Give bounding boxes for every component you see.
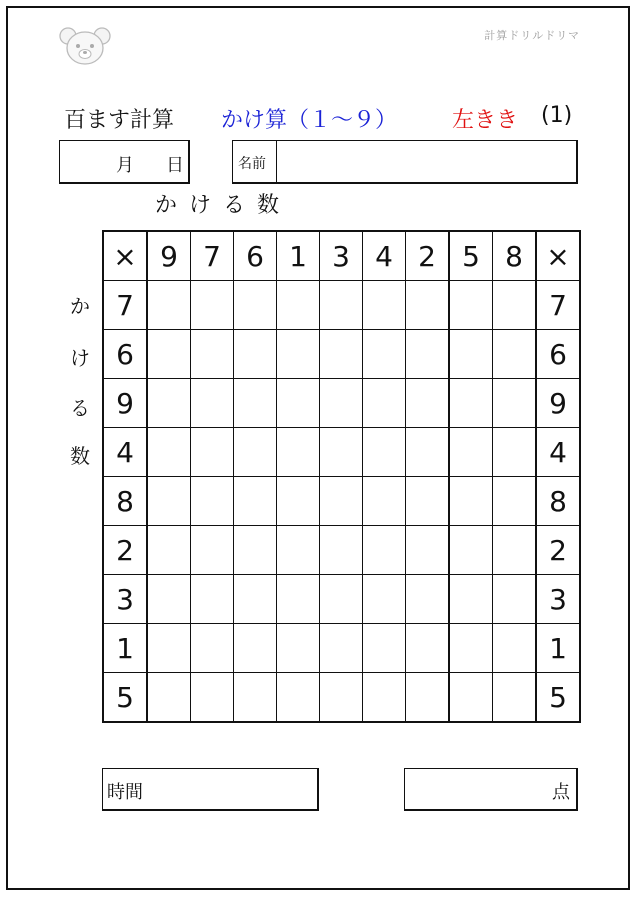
- row-number-cell: 7: [103, 281, 147, 330]
- day-label: 日: [166, 155, 184, 176]
- answer-cell[interactable]: [234, 575, 277, 624]
- name-label-cell: [233, 141, 277, 183]
- title-operation: かけ算（１～９）: [221, 108, 398, 133]
- row-number-cell-right: 8: [536, 477, 580, 526]
- page-title: [0, 103, 637, 135]
- answer-cell[interactable]: [147, 477, 191, 526]
- answer-cell[interactable]: [449, 673, 493, 723]
- title-left-handed: 左きき: [452, 108, 519, 133]
- answer-cell[interactable]: [277, 575, 320, 624]
- row-caption-char: け: [70, 346, 90, 370]
- answer-cell[interactable]: [320, 428, 363, 477]
- grid-row: [103, 330, 580, 379]
- answer-cell[interactable]: [147, 379, 191, 428]
- answer-cell[interactable]: [320, 281, 363, 330]
- answer-cell[interactable]: [363, 477, 406, 526]
- answer-cell[interactable]: [449, 281, 493, 330]
- answer-cell[interactable]: [363, 624, 406, 673]
- answer-cell[interactable]: [147, 330, 191, 379]
- answer-cell[interactable]: [234, 477, 277, 526]
- answer-cell[interactable]: [406, 526, 450, 575]
- answer-cell[interactable]: [234, 281, 277, 330]
- operator-cell: ×: [103, 231, 147, 281]
- answer-cell[interactable]: [147, 281, 191, 330]
- row-number-cell: 8: [103, 477, 147, 526]
- answer-cell[interactable]: [363, 526, 406, 575]
- answer-cell[interactable]: [493, 477, 537, 526]
- answer-cell[interactable]: [191, 624, 234, 673]
- row-caption-char: る: [70, 396, 90, 420]
- answer-cell[interactable]: [406, 673, 450, 723]
- answer-cell[interactable]: [320, 575, 363, 624]
- column-number-cell: 2: [406, 231, 450, 281]
- answer-cell[interactable]: [406, 379, 450, 428]
- header-tag: 計算ドリルドリマ: [484, 29, 580, 42]
- time-label: 時間: [107, 782, 143, 803]
- row-number-cell-right: 1: [536, 624, 580, 673]
- date-field[interactable]: [59, 140, 190, 184]
- answer-cell[interactable]: [234, 624, 277, 673]
- title-sheet-number: (1): [541, 103, 573, 128]
- answer-cell[interactable]: [320, 477, 363, 526]
- answer-cell[interactable]: [277, 428, 320, 477]
- month-label: 月: [116, 155, 134, 176]
- answer-cell[interactable]: [191, 673, 234, 723]
- answer-cell[interactable]: [363, 379, 406, 428]
- answer-cell[interactable]: [191, 281, 234, 330]
- answer-cell[interactable]: [191, 379, 234, 428]
- grid-row: [103, 624, 580, 673]
- column-caption: かける数: [155, 193, 292, 218]
- answer-cell[interactable]: [406, 575, 450, 624]
- score-field[interactable]: [404, 768, 578, 811]
- answer-cell[interactable]: [493, 330, 537, 379]
- answer-cell[interactable]: [191, 477, 234, 526]
- grid-row: [103, 281, 580, 330]
- time-field[interactable]: [102, 768, 319, 811]
- column-number-cell: 5: [449, 231, 493, 281]
- grid-header-row: [103, 231, 580, 281]
- answer-cell[interactable]: [320, 330, 363, 379]
- grid-row: [103, 428, 580, 477]
- row-number-cell-right: 7: [536, 281, 580, 330]
- answer-cell[interactable]: [493, 379, 537, 428]
- row-number-cell-right: 3: [536, 575, 580, 624]
- answer-cell[interactable]: [406, 477, 450, 526]
- answer-cell[interactable]: [147, 624, 191, 673]
- bear-logo-icon: [58, 25, 112, 67]
- row-number-cell: 5: [103, 673, 147, 723]
- row-number-cell-right: 6: [536, 330, 580, 379]
- answer-cell[interactable]: [277, 624, 320, 673]
- answer-cell[interactable]: [449, 575, 493, 624]
- answer-cell[interactable]: [363, 673, 406, 723]
- score-label: 点: [552, 782, 570, 803]
- answer-cell[interactable]: [191, 330, 234, 379]
- row-number-cell-right: 4: [536, 428, 580, 477]
- answer-cell[interactable]: [191, 428, 234, 477]
- row-number-cell: 9: [103, 379, 147, 428]
- answer-cell[interactable]: [320, 526, 363, 575]
- row-number-cell: 4: [103, 428, 147, 477]
- answer-cell[interactable]: [277, 477, 320, 526]
- answer-cell[interactable]: [449, 526, 493, 575]
- title-main: 百ます計算: [64, 108, 175, 133]
- answer-cell[interactable]: [363, 428, 406, 477]
- answer-cell[interactable]: [147, 526, 191, 575]
- row-number-cell: 2: [103, 526, 147, 575]
- answer-cell[interactable]: [234, 379, 277, 428]
- answer-cell[interactable]: [234, 330, 277, 379]
- answer-cell[interactable]: [320, 624, 363, 673]
- answer-cell[interactable]: [277, 379, 320, 428]
- answer-cell[interactable]: [191, 575, 234, 624]
- row-number-cell-right: 5: [536, 673, 580, 723]
- column-number-cell: 6: [234, 231, 277, 281]
- answer-cell[interactable]: [234, 526, 277, 575]
- answer-cell[interactable]: [449, 477, 493, 526]
- answer-cell[interactable]: [277, 673, 320, 723]
- answer-cell[interactable]: [147, 575, 191, 624]
- answer-cell[interactable]: [147, 428, 191, 477]
- answer-cell[interactable]: [493, 281, 537, 330]
- answer-cell[interactable]: [363, 281, 406, 330]
- answer-cell[interactable]: [449, 330, 493, 379]
- row-number-cell-right: 9: [536, 379, 580, 428]
- answer-cell[interactable]: [493, 673, 537, 723]
- operator-cell: ×: [536, 231, 580, 281]
- name-label: 名前: [238, 156, 266, 172]
- column-number-cell: 9: [147, 231, 191, 281]
- answer-cell[interactable]: [406, 428, 450, 477]
- answer-cell[interactable]: [234, 673, 277, 723]
- answer-cell[interactable]: [147, 673, 191, 723]
- answer-cell[interactable]: [320, 379, 363, 428]
- answer-cell[interactable]: [191, 526, 234, 575]
- grid-row: [103, 477, 580, 526]
- answer-cell[interactable]: [234, 428, 277, 477]
- column-number-cell: 1: [277, 231, 320, 281]
- answer-cell[interactable]: [493, 575, 537, 624]
- answer-cell[interactable]: [493, 526, 537, 575]
- column-number-cell: 4: [363, 231, 406, 281]
- row-caption-char: か: [70, 294, 90, 318]
- answer-cell[interactable]: [277, 526, 320, 575]
- multiplication-grid: [102, 230, 581, 723]
- row-number-cell: 3: [103, 575, 147, 624]
- answer-cell[interactable]: [449, 428, 493, 477]
- row-number-cell: 1: [103, 624, 147, 673]
- answer-cell[interactable]: [493, 624, 537, 673]
- answer-cell[interactable]: [406, 624, 450, 673]
- answer-cell[interactable]: [277, 281, 320, 330]
- grid-row: [103, 673, 580, 723]
- column-number-cell: 3: [320, 231, 363, 281]
- answer-cell[interactable]: [449, 379, 493, 428]
- row-number-cell: 6: [103, 330, 147, 379]
- grid-row: [103, 575, 580, 624]
- grid-row: [103, 526, 580, 575]
- answer-cell[interactable]: [493, 428, 537, 477]
- answer-cell[interactable]: [277, 330, 320, 379]
- column-number-cell: 7: [191, 231, 234, 281]
- answer-cell[interactable]: [449, 624, 493, 673]
- row-caption-char: 数: [70, 444, 90, 468]
- answer-cell[interactable]: [320, 673, 363, 723]
- answer-cell[interactable]: [363, 330, 406, 379]
- answer-cell[interactable]: [406, 281, 450, 330]
- answer-cell[interactable]: [406, 330, 450, 379]
- answer-cell[interactable]: [363, 575, 406, 624]
- grid-row: [103, 379, 580, 428]
- column-number-cell: 8: [493, 231, 537, 281]
- row-number-cell-right: 2: [536, 526, 580, 575]
- name-field[interactable]: [232, 140, 578, 184]
